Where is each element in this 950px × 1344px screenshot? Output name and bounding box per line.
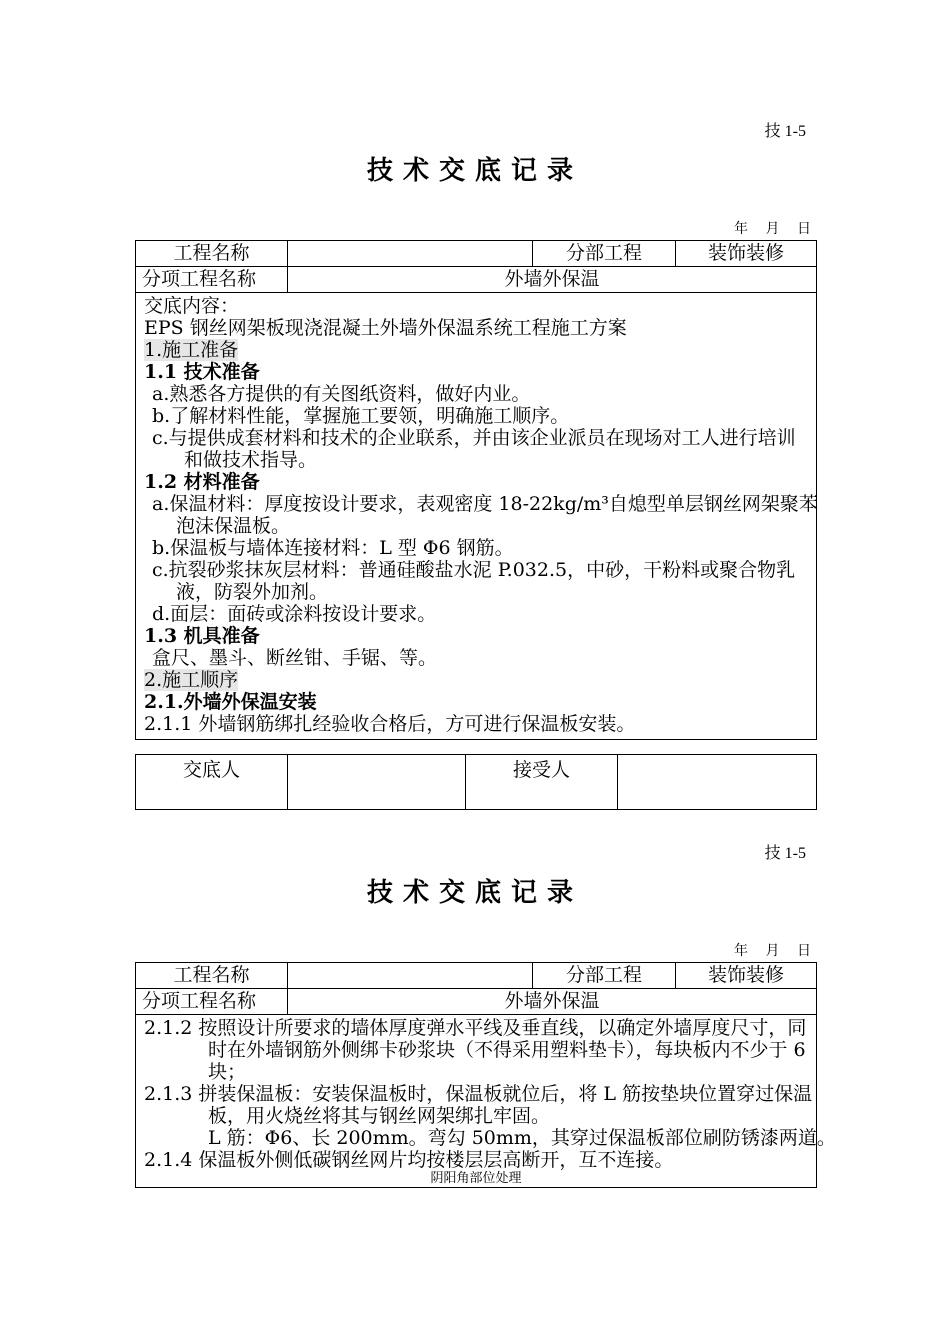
section-heading: 2.施工顺序 [144, 669, 239, 691]
project-name-field[interactable] [288, 241, 533, 267]
content-line: 交底内容： [144, 295, 240, 317]
handover-person-label: 交底人 [136, 755, 288, 810]
project-name-label: 工程名称 [136, 963, 288, 989]
subsection-heading: 1.1 技术准备 [144, 361, 260, 383]
content-row [136, 1015, 817, 1188]
content-line: 2.1.4 保温板外侧低碳钢丝网片均按楼层层高断开，互不连接。 [144, 1149, 674, 1171]
content-line: 时在外墙钢筋外侧绑卡砂浆块（不得采用塑料垫卡），每块板内不少于 6 [208, 1039, 806, 1061]
record-table [135, 240, 817, 740]
form-number: 技 1-5 [764, 845, 806, 862]
signature-table [135, 754, 817, 810]
project-name-field[interactable] [288, 963, 533, 989]
content-line: c.抗裂砂浆抹灰层材料：普通硅酸盐水泥 P.032.5，中砂，干粉料或聚合物乳 [152, 559, 796, 581]
content-line: EPS 钢丝网架板现浇混凝土外墙外保温系统工程施工方案 [144, 317, 627, 339]
document-title: 技术交底记录 [366, 156, 583, 186]
content-line: b.保温板与墙体连接材料：L 型 Φ6 钢筋。 [152, 537, 514, 559]
subsection-heading: 2.1.外墙外保温安装 [144, 691, 317, 713]
subsection-heading: 1.3 机具准备 [144, 625, 260, 647]
subitem-row [136, 989, 817, 1015]
content-line: 2.1.3 拼装保温板：安装保温板时，保温板就位后，将 L 筋按垫块位置穿过保温 [144, 1083, 813, 1105]
content-line: a.熟悉各方提供的有关图纸资料，做好内业。 [152, 383, 531, 405]
subitem-value: 外墙外保温 [288, 267, 817, 293]
project-row [136, 241, 817, 267]
content-line: d.面层：面砖或涂料按设计要求。 [152, 603, 437, 625]
subitem-value: 外墙外保温 [288, 989, 817, 1015]
division-label: 分部工程 [533, 241, 676, 267]
division-value: 装饰装修 [676, 241, 817, 267]
project-row [136, 963, 817, 989]
signature-row [136, 755, 817, 810]
receiver-field[interactable] [618, 755, 817, 810]
content-line: a.保温材料：厚度按设计要求，表观密度 18-22kg/m³自熄型单层钢丝网架聚苯 [152, 493, 818, 515]
content-line: b.了解材料性能，掌握施工要领，明确施工顺序。 [152, 405, 570, 427]
subitem-label: 分项工程名称 [136, 989, 288, 1015]
handover-content [136, 293, 817, 740]
date-line: 年 月 日 [734, 944, 814, 959]
document-title: 技术交底记录 [366, 878, 583, 908]
record-table [135, 962, 836, 1188]
content-line: 块； [208, 1061, 247, 1083]
handover-content [136, 1015, 836, 1188]
section-heading: 1.施工准备 [144, 339, 239, 361]
section-note: 阴阳角部位处理 [430, 1171, 522, 1186]
date-line: 年 月 日 [734, 222, 814, 237]
content-line: c.与提供成套材料和技术的企业联系，并由该企业派员在现场对工人进行培训 [152, 427, 796, 449]
division-value: 装饰装修 [676, 963, 817, 989]
division-label: 分部工程 [533, 963, 676, 989]
form-number: 技 1-5 [764, 123, 806, 140]
content-line: 板，用火烧丝将其与钢丝网架绑扎牢固。 [208, 1105, 551, 1127]
handover-person-field[interactable] [288, 755, 466, 810]
subitem-row [136, 267, 817, 293]
content-line: 和做技术指导。 [184, 449, 318, 471]
content-line: 泡沫保温板。 [176, 515, 291, 537]
content-line: 盒尺、墨斗、断丝钳、手锯、等。 [152, 647, 438, 669]
content-row [136, 293, 817, 740]
subitem-label: 分项工程名称 [136, 267, 288, 293]
content-line: 液，防裂外加剂。 [176, 581, 329, 603]
subsection-heading: 1.2 材料准备 [144, 471, 260, 493]
project-name-label: 工程名称 [136, 241, 288, 267]
receiver-label: 接受人 [466, 755, 618, 810]
content-line: 2.1.1 外墙钢筋绑扎经验收合格后，方可进行保温板安装。 [144, 713, 636, 735]
content-line: 2.1.2 按照设计所要求的墙体厚度弹水平线及垂直线，以确定外墙厚度尺寸，同 [144, 1017, 807, 1039]
content-line: L 筋：Φ6、长 200mm。弯勾 50mm，其穿过保温板部位刷防锈漆两道。 [208, 1127, 836, 1149]
